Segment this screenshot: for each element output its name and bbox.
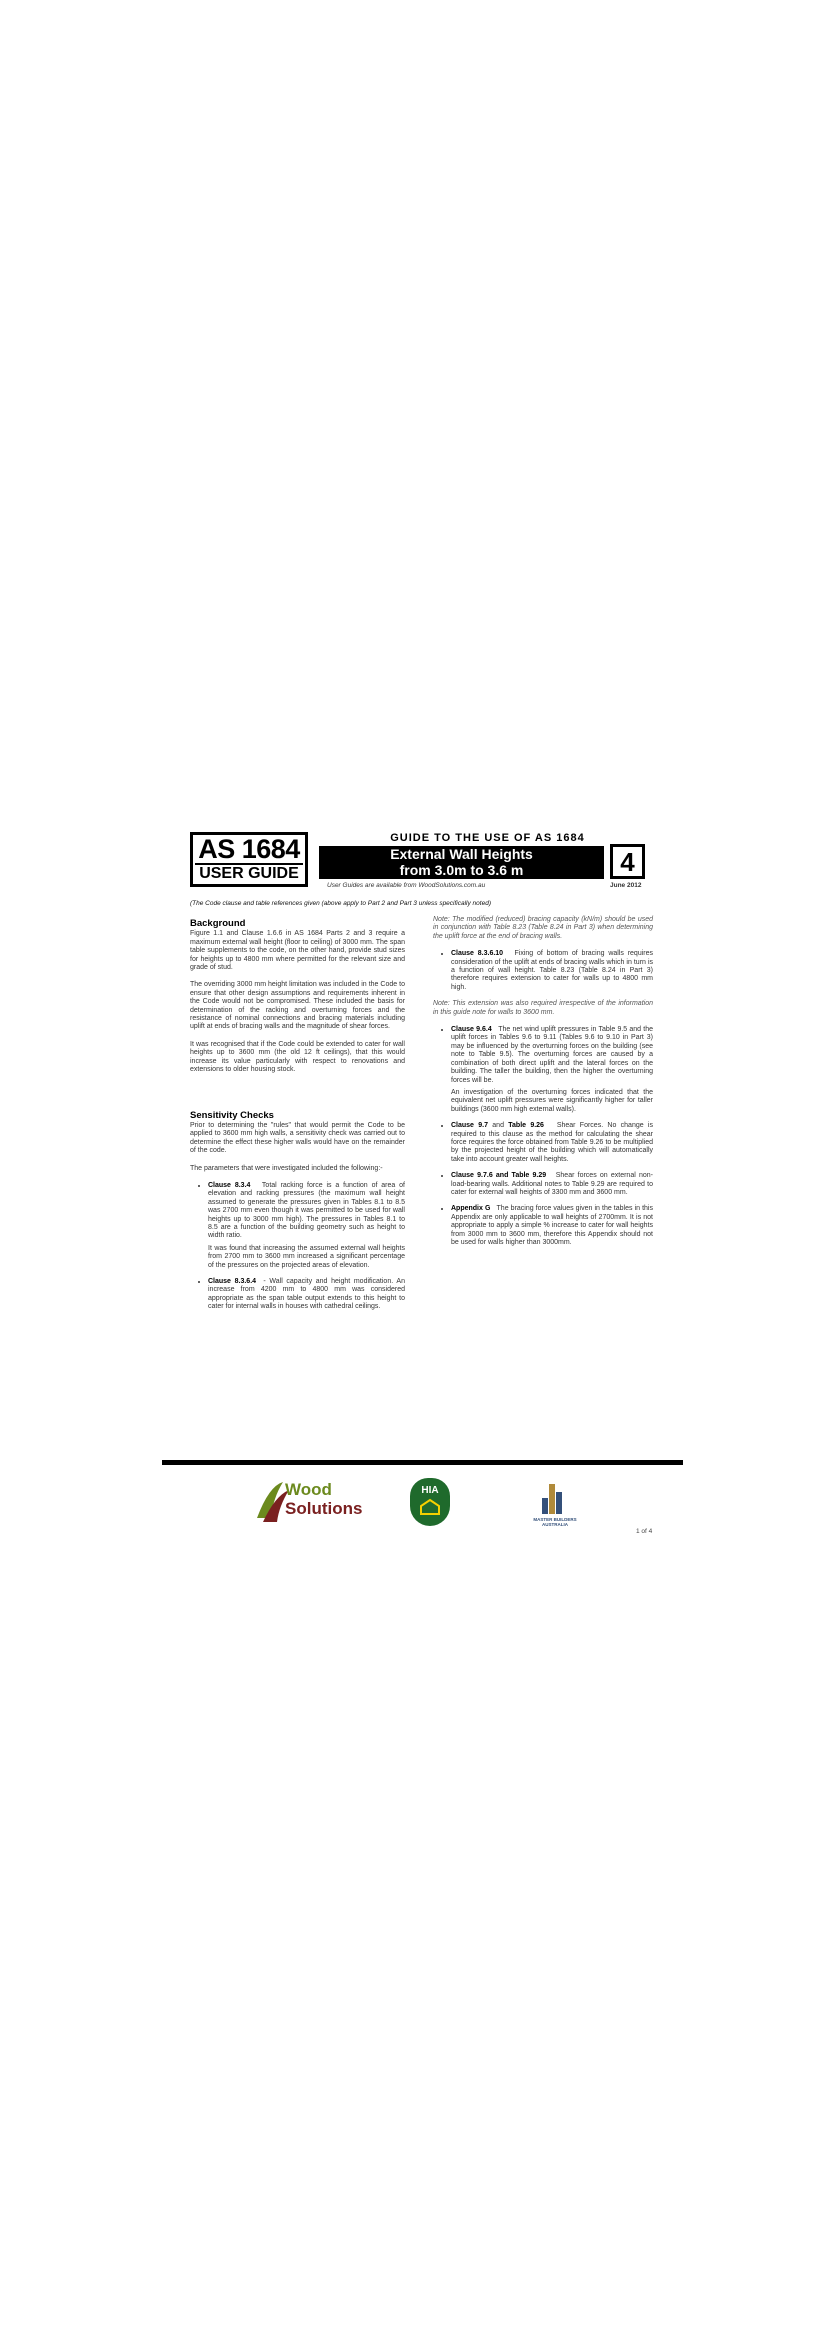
background-heading: Background — [190, 918, 246, 929]
right-column — [433, 916, 653, 1255]
list-item — [451, 1172, 653, 1197]
note-modified-capacity: Note: The modified (reduced) bracing capacity (kN/m) should be used in conjunction with Table 8.23 (Table 8.24 in Part 3) when determining the uplift force at the end of bracing walls. — [433, 916, 653, 940]
sensitivity-paragraph-1: Prior to determining the "rules" that would permit the Code to be applied to 3600 mm high walls, a sensitivity check was carried out to determine the effect these higher walls would have on the remainder of the code. — [190, 1121, 405, 1155]
hia-logo-text: HIA — [421, 1485, 439, 1496]
title-line2: from 3.0m to 3.6 m — [399, 862, 524, 878]
table-title: Table 9.26 — [508, 1122, 544, 1130]
wood-solutions-line1: Wood — [285, 1480, 332, 1499]
clause-text: The bracing force values given in the tables in this Appendix are only applicable to wall heights of 2700mm. It is not appropriate to apply a simple % increase to cater for wall heights from 3000 mm to 3600 mm, therefore this Appendix should not be used for walls higher than 3000mm. — [451, 1205, 653, 1246]
page-number: 1 of 4 — [636, 1528, 653, 1535]
left-column — [190, 920, 405, 1320]
wood-solutions-line2: Solutions — [285, 1499, 363, 1518]
hia-logo — [410, 1478, 450, 1526]
clause-title: Clause 9.7.6 and Table 9.29 — [451, 1172, 547, 1180]
guide-title: GUIDE TO THE USE OF AS 1684 — [390, 832, 585, 844]
clause-title: Clause 9.7 — [451, 1122, 488, 1130]
clause-subtext: An investigation of the overturning forces indicated that the equivalent net uplift pressures were significantly higher for taller buildings (3600 mm high external walls). — [451, 1088, 653, 1113]
clause-title: Clause 9.6.4 — [451, 1026, 492, 1034]
clause-title: Clause 8.3.4 — [208, 1181, 251, 1189]
list-item — [451, 1205, 653, 1247]
clause-text: Fixing of bottom of bracing walls requires consideration of the uplift at ends of bracing walls which in turn is a function of wall height. Table 8.23 (Table 8.24 in Part 3) therefore requires extension to cater for walls up to 4800 mm high. — [451, 950, 653, 991]
background-paragraph-1: Figure 1.1 and Clause 1.6.6 in AS 1684 Parts 2 and 3 require a maximum external wall height (floor to ceiling) of 3000 mm. The span table supplements to the code, on the other hand, provide stud sizes for heights up to 4800 mm where permitted for the relevant size and grade of stud. — [190, 930, 405, 972]
background-paragraph-3: It was recognised that if the Code could be extended to cater for wall heights up to 3600 mm (the old 12 ft ceilings), that this would increase its value particularly with respect to renovations and extensions to older housing stock. — [190, 1040, 405, 1074]
parameter-list-continued-2 — [433, 1026, 653, 1247]
logo-line2: USER GUIDE — [195, 863, 303, 883]
title-banner — [319, 846, 604, 879]
parameter-list — [190, 1182, 405, 1312]
clause-title: Clause 8.3.6.10 — [451, 950, 504, 958]
clause-text: - Wall capacity and height modification. An increase from 4200 mm to 4800 mm was considered appropriate as the span table output extends to this height to cater for internal walls in houses with cathedral ceilings. — [208, 1278, 405, 1311]
master-builders-text: MASTER BUILDERS AUSTRALIA — [533, 1517, 577, 1527]
as1684-logo — [190, 832, 308, 887]
clause-text: Shear forces on external non-load-bearing walls. Additional notes to Table 9.29 are required to cater for external wall heights of 3300 mm and 3600 mm. — [451, 1172, 653, 1196]
publication-date: June 2012 — [610, 882, 642, 889]
title-line1: External Wall Heights — [390, 846, 533, 862]
list-item — [451, 1026, 653, 1114]
clause-subtext: It was found that increasing the assumed external wall heights from 2700 mm to 3600 mm increased a significant percentage of the pressures on the projected areas of elevation. — [208, 1244, 405, 1269]
clause-title: Clause 8.3.6.4 — [208, 1278, 257, 1285]
hia-house-icon — [418, 1498, 442, 1516]
available-note: User Guides are available from WoodSolutions.com.au — [327, 882, 486, 889]
parameter-list-continued — [433, 950, 653, 992]
note-extension: Note: This extension was also required irrespective of the information in this guide note for walls to 3600 mm. — [433, 1000, 653, 1016]
background-paragraph-2: The overriding 3000 mm height limitation was included in the Code to ensure that other design assumptions and requirements inherent in the Code would not be compromised. These included the basis for determination of the racking and overturning forces and the resistance of nominal connections and bracing materials including uplift at ends of bracing walls and the magnitude of shear forces. — [190, 981, 405, 1031]
list-item — [451, 950, 653, 992]
list-item — [208, 1278, 405, 1312]
footer-rule — [162, 1460, 683, 1465]
list-item — [208, 1182, 405, 1270]
sensitivity-paragraph-2: The parameters that were investigated included the following:- — [190, 1164, 383, 1172]
list-item — [451, 1122, 653, 1164]
clause-text: Total racking force is a function of area of elevation and racking pressures (the maximum wall height assumed to generate the pressures given in Tables 8.1 to 8.5 was 2700 mm even though it was permitted to be used for wall heights up to 3000 mm high). The pressures in Tables 8.1 to 8.5 are a function of the building geometry such as height to width ratio. — [208, 1181, 406, 1240]
clause-reference-note: (The Code clause and table references given (above apply to Part 2 and Part 3 unless specifically noted) — [190, 900, 491, 907]
clause-title: Appendix G — [451, 1205, 491, 1213]
clause-text: Shear Forces. No change is required to this clause as the method for calculating the shear force requires the force obtained from Table 9.26 to be multiplied by the projected height of the building which will automatically take into account greater wall heights. — [451, 1122, 653, 1163]
clause-text: The net wind uplift pressures in Table 9.5 and the uplift forces in Tables 9.6 to 9.11 (Tables 9.6 to 9.10 in Part 3) may be influenced by the overturning forces on the building (see note to Table 9.5). The overturning forces are caused by a combination of both direct uplift and the lateral forces on the building. The taller the building, then the higher the overturning forces will be. — [451, 1026, 653, 1084]
clause-and: and — [492, 1122, 504, 1130]
guide-number: 4 — [610, 844, 645, 879]
sensitivity-heading: Sensitivity Checks — [190, 1109, 274, 1121]
logo-line1: AS 1684 — [198, 834, 300, 864]
